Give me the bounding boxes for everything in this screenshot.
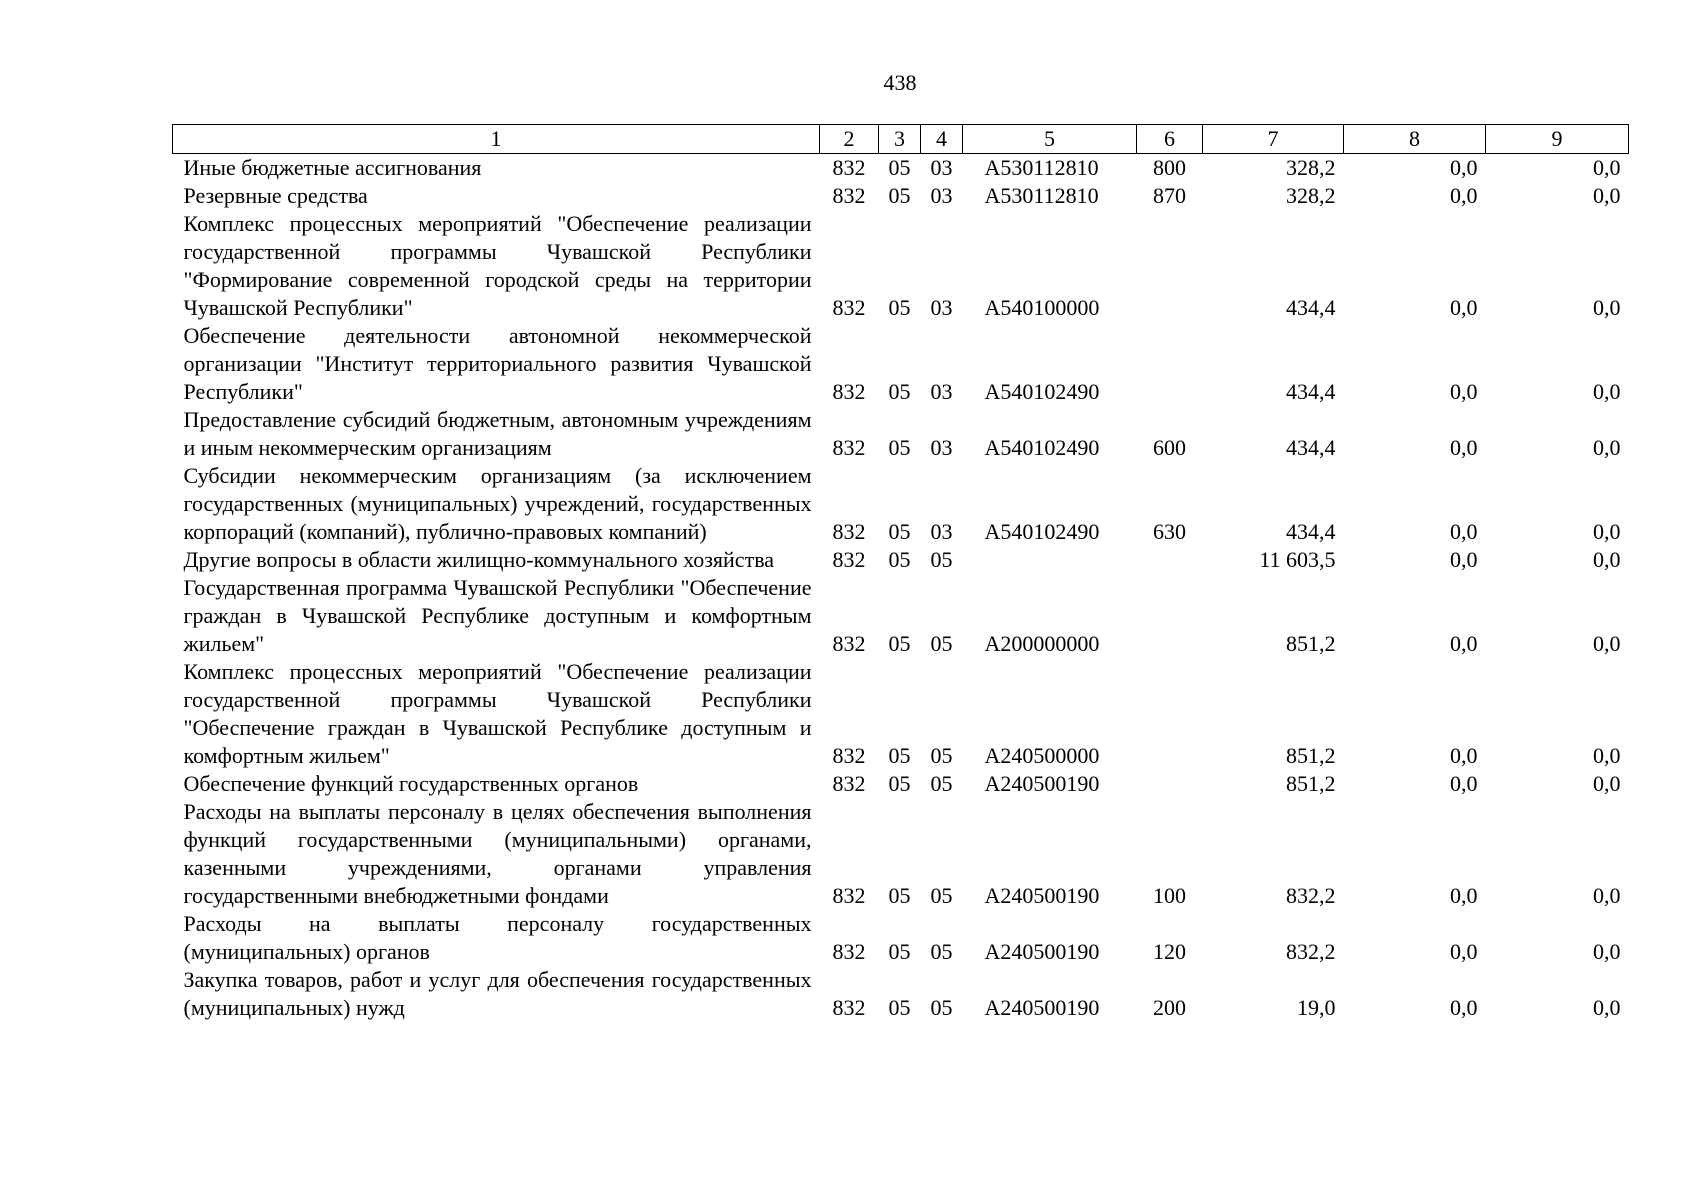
expense-type-code: 100: [1153, 883, 1186, 908]
subsection-code: 05: [930, 771, 953, 796]
amount-col7: 434,4: [1286, 295, 1336, 320]
amount-col8: 0,0: [1450, 771, 1478, 796]
expense-type-code: [1137, 770, 1203, 798]
row-name: Резервные средства: [183, 183, 368, 208]
ministry-code: 832: [832, 155, 866, 180]
subsection-code: 03: [930, 295, 953, 320]
amount-col8: 0,0: [1450, 939, 1478, 964]
amount-col9: 0,0: [1593, 631, 1621, 656]
subsection-code: 05: [930, 547, 953, 572]
target-article-code: А240500190: [984, 995, 1100, 1020]
amount-col9: 0,0: [1593, 547, 1621, 572]
amount-col7: 851,2: [1286, 631, 1336, 656]
section-code: 05: [888, 379, 911, 404]
target-article-code: А240500190: [984, 883, 1100, 908]
amount-col8: 0,0: [1450, 435, 1478, 460]
target-article-code: А200000000: [984, 631, 1100, 656]
subsection-code: 03: [930, 379, 953, 404]
amount-col8: 0,0: [1450, 743, 1478, 768]
section-code: 05: [888, 939, 911, 964]
section-code: 05: [888, 995, 911, 1020]
table-body: [173, 154, 1629, 1023]
ministry-code: 832: [832, 883, 866, 908]
expense-type-code: 200: [1153, 995, 1186, 1020]
header-cell: 9: [1486, 125, 1629, 154]
table-row: [173, 546, 1629, 574]
budget-table: [172, 124, 1629, 1022]
row-name: Иные бюджетные ассигнования: [183, 155, 482, 180]
amount-col8: 0,0: [1450, 519, 1478, 544]
header-cell: 4: [921, 125, 963, 154]
ministry-code: 832: [832, 519, 866, 544]
header-cell: 1: [173, 125, 820, 154]
subsection-code: 05: [930, 995, 953, 1020]
amount-col9: 0,0: [1593, 883, 1621, 908]
ministry-code: 832: [832, 295, 866, 320]
amount-col9: 0,0: [1593, 743, 1621, 768]
header-cell: 3: [879, 125, 921, 154]
table-header: [173, 125, 1629, 154]
amount-col9: 0,0: [1593, 183, 1621, 208]
table-row: [173, 406, 1629, 462]
section-code: 05: [888, 883, 911, 908]
amount-col9: 0,0: [1593, 295, 1621, 320]
amount-col7: 328,2: [1286, 155, 1336, 180]
target-article-code: [963, 546, 1137, 574]
target-article-code: А540102490: [984, 435, 1100, 460]
subsection-code: 05: [930, 939, 953, 964]
table-row: [173, 798, 1629, 910]
row-name: Расходы на выплаты персоналу государственных (муниципальных) органов: [183, 911, 812, 964]
target-article-code: А240500000: [984, 743, 1100, 768]
section-code: 05: [888, 155, 911, 180]
ministry-code: 832: [832, 771, 866, 796]
amount-col7: 851,2: [1286, 743, 1336, 768]
target-article-code: А240500190: [984, 771, 1100, 796]
subsection-code: 03: [930, 519, 953, 544]
expense-type-code: [1137, 658, 1203, 770]
row-name: Комплекс процессных мероприятий "Обеспечение реализации государственной программы Чувашской Республики "Формирование современной городской среды на территории Чувашской Республики": [183, 211, 812, 320]
ministry-code: 832: [832, 547, 866, 572]
table-row: [173, 210, 1629, 322]
ministry-code: 832: [832, 435, 866, 460]
amount-col8: 0,0: [1450, 379, 1478, 404]
table-row: [173, 182, 1629, 210]
expense-type-code: 870: [1153, 183, 1186, 208]
table-row: [173, 462, 1629, 546]
ministry-code: 832: [832, 743, 866, 768]
amount-col9: 0,0: [1593, 519, 1621, 544]
amount-col8: 0,0: [1450, 995, 1478, 1020]
target-article-code: А530112810: [984, 183, 1099, 208]
expense-type-code: 600: [1153, 435, 1186, 460]
target-article-code: А540102490: [984, 519, 1100, 544]
row-name: Закупка товаров, работ и услуг для обеспечения государственных (муниципальных) нужд: [183, 967, 812, 1020]
section-code: 05: [888, 435, 911, 460]
section-code: 05: [888, 631, 911, 656]
subsection-code: 03: [930, 183, 953, 208]
ministry-code: 832: [832, 939, 866, 964]
target-article-code: А540102490: [984, 379, 1100, 404]
amount-col7: 434,4: [1286, 519, 1336, 544]
amount-col7: 434,4: [1286, 379, 1336, 404]
header-cell: 6: [1137, 125, 1203, 154]
row-name: Комплекс процессных мероприятий "Обеспечение реализации государственной программы Чувашской Республики "Обеспечение граждан в Чувашской Республике доступным и комфортным жильем": [183, 659, 812, 768]
amount-col8: 0,0: [1450, 155, 1478, 180]
amount-col8: 0,0: [1450, 883, 1478, 908]
amount-col9: 0,0: [1593, 939, 1621, 964]
row-name: Предоставление субсидий бюджетным, автономным учреждениям и иным некоммерческим организациям: [183, 407, 812, 460]
section-code: 05: [888, 547, 911, 572]
expense-type-code: [1137, 322, 1203, 406]
expense-type-code: 120: [1153, 939, 1186, 964]
row-name: Субсидии некоммерческим организациям (за исключением государственных (муниципальных) учреждений, государственных корпораций (компаний), публично-правовых компаний): [183, 463, 812, 544]
ministry-code: 832: [832, 995, 866, 1020]
section-code: 05: [888, 183, 911, 208]
table-row: [173, 910, 1629, 966]
target-article-code: А540100000: [984, 295, 1100, 320]
amount-col8: 0,0: [1450, 295, 1478, 320]
row-name: Обеспечение деятельности автономной некоммерческой организации "Институт территориального развития Чувашской Республики": [183, 323, 812, 404]
expense-type-code: [1137, 546, 1203, 574]
subsection-code: 03: [930, 155, 953, 180]
amount-col8: 0,0: [1450, 547, 1478, 572]
subsection-code: 05: [930, 743, 953, 768]
header-row: [173, 125, 1629, 154]
ministry-code: 832: [832, 183, 866, 208]
amount-col9: 0,0: [1593, 155, 1621, 180]
expense-type-code: 800: [1153, 155, 1186, 180]
target-article-code: А530112810: [984, 155, 1099, 180]
table-row: [173, 322, 1629, 406]
amount-col9: 0,0: [1593, 995, 1621, 1020]
page-number: 438: [883, 70, 917, 95]
header-cell: 5: [963, 125, 1137, 154]
ministry-code: 832: [832, 631, 866, 656]
amount-col7: 328,2: [1286, 183, 1336, 208]
amount-col7: 832,2: [1286, 939, 1336, 964]
section-code: 05: [888, 519, 911, 544]
amount-col7: 434,4: [1286, 435, 1336, 460]
target-article-code: А240500190: [984, 939, 1100, 964]
amount-col7: 832,2: [1286, 883, 1336, 908]
subsection-code: 05: [930, 631, 953, 656]
ministry-code: 832: [832, 379, 866, 404]
amount-col8: 0,0: [1450, 183, 1478, 208]
expense-type-code: 630: [1153, 519, 1186, 544]
amount-col9: 0,0: [1593, 379, 1621, 404]
table-row: [173, 574, 1629, 658]
amount-col9: 0,0: [1593, 435, 1621, 460]
row-name: Обеспечение функций государственных органов: [183, 771, 639, 796]
amount-col9: 0,0: [1593, 771, 1621, 796]
amount-col7: 851,2: [1286, 771, 1336, 796]
expense-type-code: [1137, 574, 1203, 658]
table-row: [173, 966, 1629, 1022]
row-name: Расходы на выплаты персоналу в целях обеспечения выполнения функций государственными (муниципальными) органами, казенными учреждениями, органами управления государственными внебюджетными фондами: [183, 799, 812, 908]
row-name: Другие вопросы в области жилищно-коммунального хозяйства: [183, 547, 775, 572]
subsection-code: 05: [930, 883, 953, 908]
section-code: 05: [888, 295, 911, 320]
amount-col7: 19,0: [1297, 995, 1336, 1020]
amount-col7: 11 603,5: [1259, 547, 1336, 572]
amount-col8: 0,0: [1450, 631, 1478, 656]
header-cell: 2: [820, 125, 879, 154]
header-cell: 7: [1203, 125, 1344, 154]
section-code: 05: [888, 743, 911, 768]
expense-type-code: [1137, 210, 1203, 322]
section-code: 05: [888, 771, 911, 796]
table-row: [173, 770, 1629, 798]
table-row: [173, 154, 1629, 183]
row-name: Государственная программа Чувашской Республики "Обеспечение граждан в Чувашской Республике доступным и комфортным жильем": [183, 575, 812, 656]
table-row: [173, 658, 1629, 770]
header-cell: 8: [1344, 125, 1486, 154]
subsection-code: 03: [930, 435, 953, 460]
